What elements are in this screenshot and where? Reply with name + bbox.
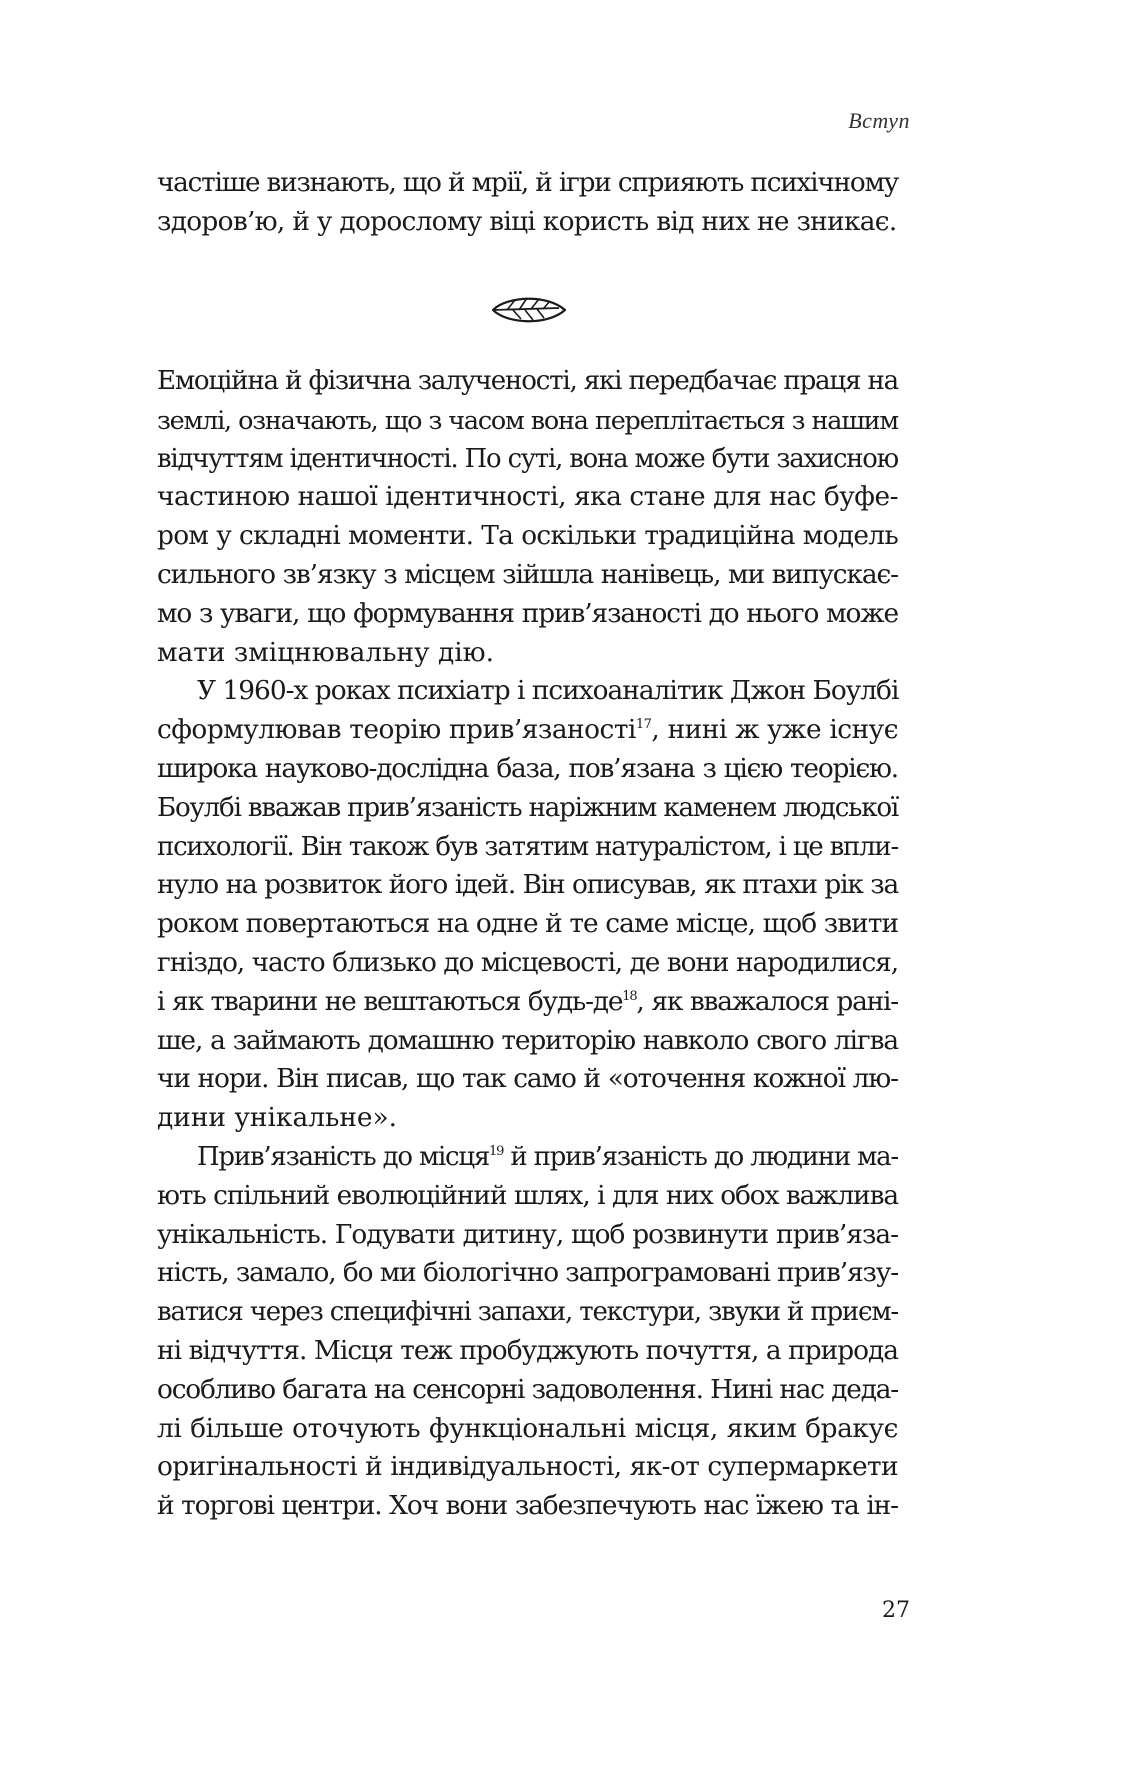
text-line: нуло на розвиток його ідей. Він описував, як птахи рік за	[157, 869, 898, 901]
text-line: частіше визнають, що й мрії, й ігри сприяють психічному	[157, 168, 898, 198]
leaf-icon	[489, 290, 569, 330]
text-line: відчуттям ідентичності. По суті, вона може бути захисною	[157, 443, 898, 474]
intro-text	[157, 164, 898, 242]
text-line: чи нори. Він писав, що так само й «оточення кожної лю-	[157, 1063, 898, 1095]
text-line: дини унікальне».	[157, 1102, 398, 1134]
text-line: й торгові центри. Хоч вони забезпечують нас їжею та ін-	[157, 1490, 898, 1522]
text-line: мо з уваги, що формування прив’язаності до нього може	[157, 597, 898, 629]
page-number: 27	[882, 1598, 910, 1623]
text-line: здоров’ю, й у дорослому віці користь від них не зникає.	[157, 205, 897, 237]
text-line: ність, замало, бо ми біологічно запрограмовані прив’язу-	[157, 1257, 899, 1289]
text-line: Боулбі вважав прив’язаність наріжним каменем людської	[157, 792, 898, 823]
footnote-ref: 19	[489, 1143, 504, 1159]
text-line: унікальність. Годувати дитину, щоб розвинути прив’яза-	[157, 1218, 898, 1250]
text-line: ватися через специфічні запахи, текстури, звуки й приєм-	[157, 1297, 898, 1328]
text-line: широка науково-дослідна база, пов’язана з цією теорією.	[157, 752, 898, 784]
text-line: оригінальності й індивідуальності, як-от супермаркети	[157, 1451, 898, 1483]
footnote-ref: 18	[622, 988, 637, 1004]
text-line: частиною нашої ідентичності, яка стане для нас буфе-	[157, 481, 898, 513]
text-line: ні відчуття. Місця теж пробуджують почуття, а природа	[157, 1334, 898, 1366]
text-line: лі більше оточують функціональні місця, яким бракує	[157, 1412, 898, 1444]
footnote-ref: 17	[635, 717, 652, 733]
running-head: Вступ	[848, 108, 910, 133]
text-line: сильного зв’язку з місцем зійшла нанівець, ми випускає-	[157, 558, 898, 590]
text-line: особливо багата на сенсорні задоволення. Нині нас деда-	[157, 1373, 898, 1405]
text-line: ше, а займають домашню територію навколо свого лігва	[157, 1024, 898, 1056]
text-line: роком повертаються на одне й те саме місце, щоб звити	[157, 908, 899, 940]
text-line: мати зміцнювальну дію.	[157, 636, 495, 668]
text-line: і як тварини не вештаються будь-$де^{18}$, як вважалося рані-	[157, 985, 898, 1017]
text-line: Емоційна й фізична залученості, які передбачає праця на	[157, 366, 898, 396]
text-line: гніздо, часто близько до місцевості, де вони народилися,	[157, 946, 898, 978]
text-line: землі, означають, що з часом вона переплітається з нашим	[157, 404, 898, 435]
text-line: У 1960-х роках психіатр і психоаналітик Джон Боулбі	[197, 675, 899, 707]
main-text	[157, 362, 898, 1526]
text-line: Прив’язаність до місця$^{19}$ й прив’язаність до людини ма-	[197, 1141, 898, 1172]
text-line: ром у складні моменти. Та оскільки традиційна модель	[157, 520, 898, 552]
text-line: психології. Він також був затятим натуралістом, і це впли-	[157, 831, 898, 862]
text-line: сформулював теорію прив’язаності$^{17}$, нині ж уже існує	[157, 714, 898, 746]
text-line: ють спільний еволюційний шлях, і для них обох важлива	[157, 1179, 898, 1211]
